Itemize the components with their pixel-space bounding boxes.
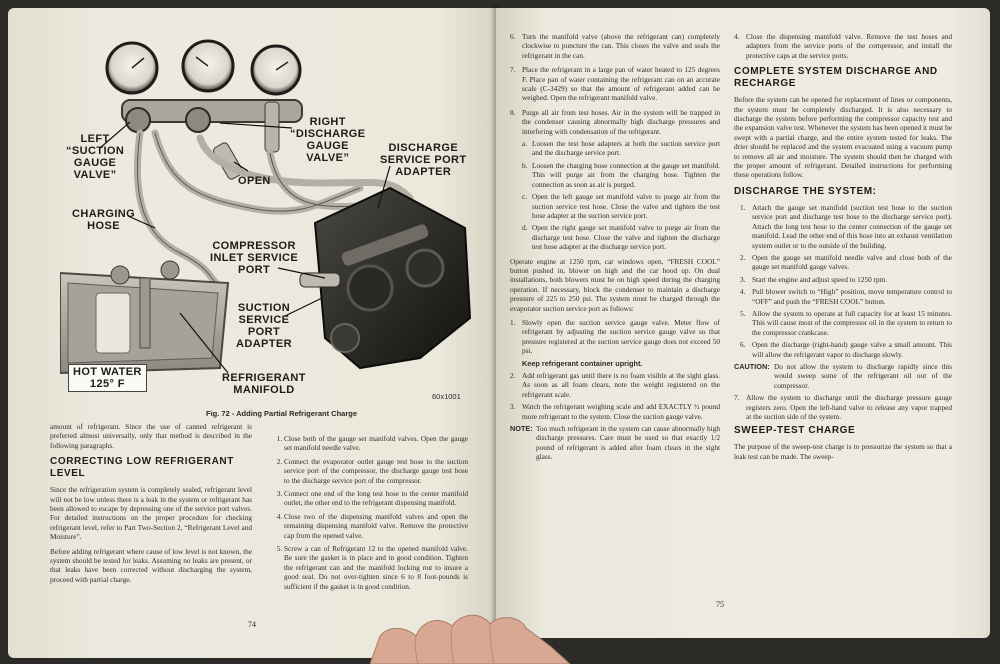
intro-paragraph: amount of refrigerant. Since the use of canned refrigerant is preferred almost universally, only that method is described in the following paragraphs. (50, 422, 252, 450)
callout-open: OPEN (238, 175, 271, 187)
substep: b. Loosen the charging hose connection at the gauge set manifold. This will purge air from the charging hose. Tighten the connection as soon as air is purged. (522, 160, 720, 189)
substep: a. Loosen the test hose adapters at both the suction service port and the discharge service port. (522, 139, 720, 158)
numbered-step: 2. Add refrigerant gas until there is no foam visible at the sight glass. As soon as all foam clears, note the weight registered on the refrigerant scale. (510, 371, 720, 399)
numbered-step: 1. Slowly open the suction service gauge valve. Meter flow of refrigerant by adjusting the suction service gauge valve so that pressure registered at the suction service gauge does not exceed 50 psi. (510, 317, 720, 356)
gauge-left (107, 43, 157, 93)
gauge-center (183, 41, 233, 91)
callout-left-suction-gauge-valve: LEFT “SUCTION GAUGE VALVE” (66, 133, 125, 181)
numbered-step: 3. Start the engine and adjust speed to 1250 rpm. (740, 274, 888, 284)
right-page (496, 8, 990, 638)
numbered-step: 7. Allow the system to discharge until the discharge pressure gauge registers zero. Open the left-hand valve to release any vapor trapped at the suction side of the system. (734, 393, 952, 421)
left-page (8, 8, 496, 658)
keep-upright-note: Keep refrigerant container upright. (522, 358, 643, 368)
left-column-1 (50, 422, 252, 589)
callout-charging-hose: CHARGING HOSE (72, 208, 136, 232)
hot-water-tank (60, 261, 228, 373)
hand (370, 606, 630, 664)
note: NOTE: Too much refrigerant in the system can cause abnormally high discharge pressures. Care must be used so that exactly 1/2 pound of refrigerant is added after foam clears in the sight glass. (510, 424, 720, 462)
callout-refrigerant-manifold: REFRIGERANT MANIFOLD (222, 372, 306, 396)
numbered-step: 5. Allow the system to operate at full capacity for at least 15 minutes. This will cause most of the compressor oil in the system to return to the compressor crankcase. (740, 308, 952, 337)
callout-discharge-service-port-adapter: DISCHARGE SERVICE PORT ADAPTER (380, 142, 467, 178)
paragraph: Before the system can be opened for replacement of lines or components, the system must be completely discharged. It is also necessary to discharge the system before performing the compressor capacity test and the expansion valve test. Whenever the system has been opened it must be swept with a partial charge, and the entire system tested for leaks. The drier should be replaced and the system evacuated using a vacuum pump to remove all air and moisture. The system should then be charged with the proper amount of refrigerant. Detailed instructions for performing these operations follow. (734, 95, 952, 180)
paragraph: The purpose of the sweep-test charge is to pressurize the system so that a leak test can be made. The sweep- (734, 442, 952, 461)
substep-list (510, 139, 720, 251)
numbered-step: 2. Open the gauge set manifold needle valve and close both of the gauge set manifold gauge valves. (740, 252, 952, 272)
step: 4. Close two of the dispensing manifold valves and open the remaining dispensing manifold valve. Remove the protective cap from the opened valve. (284, 512, 468, 540)
paragraph: Since the refrigeration system is completely sealed, refrigerant level will not be low unless there is a leak in the system or refrigerant has been allowed to escape by depressing one of the service port valves. For detailed instructions on the proper procedure for checking refrigerant level, refer to Part Two-Section 2, “Refrigerant Level and Moisture”. (50, 485, 252, 542)
figure-caption: Fig. 72 - Adding Partial Refrigerant Charge (206, 409, 357, 418)
paragraph: Before adding refrigerant where cause of low level is not known, the system should be tested for leaks. Assuming no leaks are present, or that leaks have been corrected without discharging the system, proceed with partial charge. (50, 546, 252, 584)
step: 3. Connect one end of the long test hose to the center manifold outlet, the other end to the refrigerant dispensing manifold. (284, 489, 468, 508)
callout-compressor-inlet-service-port: COMPRESSOR INLET SERVICE PORT (210, 240, 299, 276)
callout-hot-water: HOT WATER 125° F (68, 364, 147, 392)
right-column-1 (510, 32, 720, 462)
numbered-step: 1. Attach the gauge set manifold (suction test hose to the suction service port and discharge test hose to the discharge service port). Attach the long test hose to the center connection of the gauge set manifold. Lead the other end of this hose into an exhaust ventilation system outlet or to the outside of the building. (740, 202, 952, 250)
right-column-2 (734, 32, 952, 466)
substep: c. Open the left gauge set manifold valve to purge air from the suction service test hose. Close the valve and tighten the test hose adapter at the suction service port. (522, 192, 720, 220)
numbered-step: 6. Turn the manifold valve (above the refrigerant can) completely clockwise to puncture the can. This closes the valve and seals the refrigerant in the can. (510, 32, 720, 60)
numbered-step: 4. Close the dispensing manifold valve. Remove the test hoses and adapters from the service ports of the compressor, and install the protective caps at the service ports. (734, 32, 952, 60)
numbered-step: 8. Purge all air from test hoses. Air in the system will be trapped in the condenser causing abnormally high discharge pressures and interfering with condensation of the refrigerant. (510, 107, 720, 136)
caution: CAUTION: Do not allow the system to discharge rapidly since this would sweep some of the refrigerant oil out of the compressor. (734, 361, 952, 390)
numbered-step: 6. Open the discharge (right-hand) gauge valve a small amount. This will allow the refrigerant vapor to discharge slowly. (740, 340, 952, 359)
discharge-steps (734, 203, 952, 359)
numbered-step: 3. Watch the refrigerant weighing scale and add EXACTLY ½ pound more refrigerant to the system. Close the suction gauge valve. (510, 402, 720, 421)
heading-correcting-low-refrigerant-level: CORRECTING LOW REFRIGERANT LEVEL (50, 456, 234, 480)
paragraph: Operate engine at 1250 rpm, car windows open, “FRESH COOL” button pushed in, blower on high and the car hood up. On dual installations, both blowers must be on high speed during the charging operation. If necessary, block the condenser to maintain a discharge pressure of 225 to 250 psi. The system must be charged through the evaporator suction service port as follows: (510, 256, 720, 313)
heading-sweep-test-charge: SWEEP-TEST CHARGE (734, 425, 856, 437)
heading-complete-system-discharge: COMPLETE SYSTEM DISCHARGE AND RECHARGE (734, 66, 938, 90)
step: 5. Screw a can of Refrigerant 12 to the opened manifold valve. Be sure the gasket is in place and in good condition. Tighten the refrigerant can and the manifold locking nut to insure a good seal. Do not over-tighten since 6 to 8 foot-pounds is sufficient if the gasket is in good condition. (284, 544, 468, 591)
photo-code: 60x1001 (432, 392, 461, 401)
callout-right-discharge-gauge-valve: RIGHT “DISCHARGE GAUGE VALVE” (290, 116, 366, 164)
step: 2. Connect the evaporator outlet gauge test hose to the suction service port of the compressor, the discharge gauge test hose to the discharge service port of the compressor. (284, 457, 468, 485)
compressor (300, 188, 470, 368)
page-number-left: 74 (248, 620, 256, 629)
gauge-right (252, 46, 300, 94)
callout-suction-service-port-adapter: SUCTION SERVICE PORT ADAPTER (236, 302, 292, 350)
left-column-2 (270, 434, 468, 595)
step: 1. Close both of the gauge set manifold valves. Open the gauge set manifold needle valve. (284, 434, 468, 453)
heading-discharge-the-system: DISCHARGE THE SYSTEM: (734, 185, 877, 197)
numbered-step: 4. Pull blower switch to “High” position, move temperature control to “OFF” and push the “FRESH COOL” button. (740, 287, 952, 306)
numbered-step: 7. Place the refrigerant in a large pan of water heated to 125 degrees F. Place pan of water containing the refrigerant can on an accurate scale (C-3429) so that the amount of refrigerant added can be weighed. Open the refrigerant manifold valve. (510, 65, 720, 103)
substep: d. Open the right gauge set manifold valve to purge air from the discharge test hose. Close the valve and tighten the discharge test hose adapter at the discharge service port. (522, 223, 720, 252)
page-number-right: 75 (716, 600, 724, 609)
